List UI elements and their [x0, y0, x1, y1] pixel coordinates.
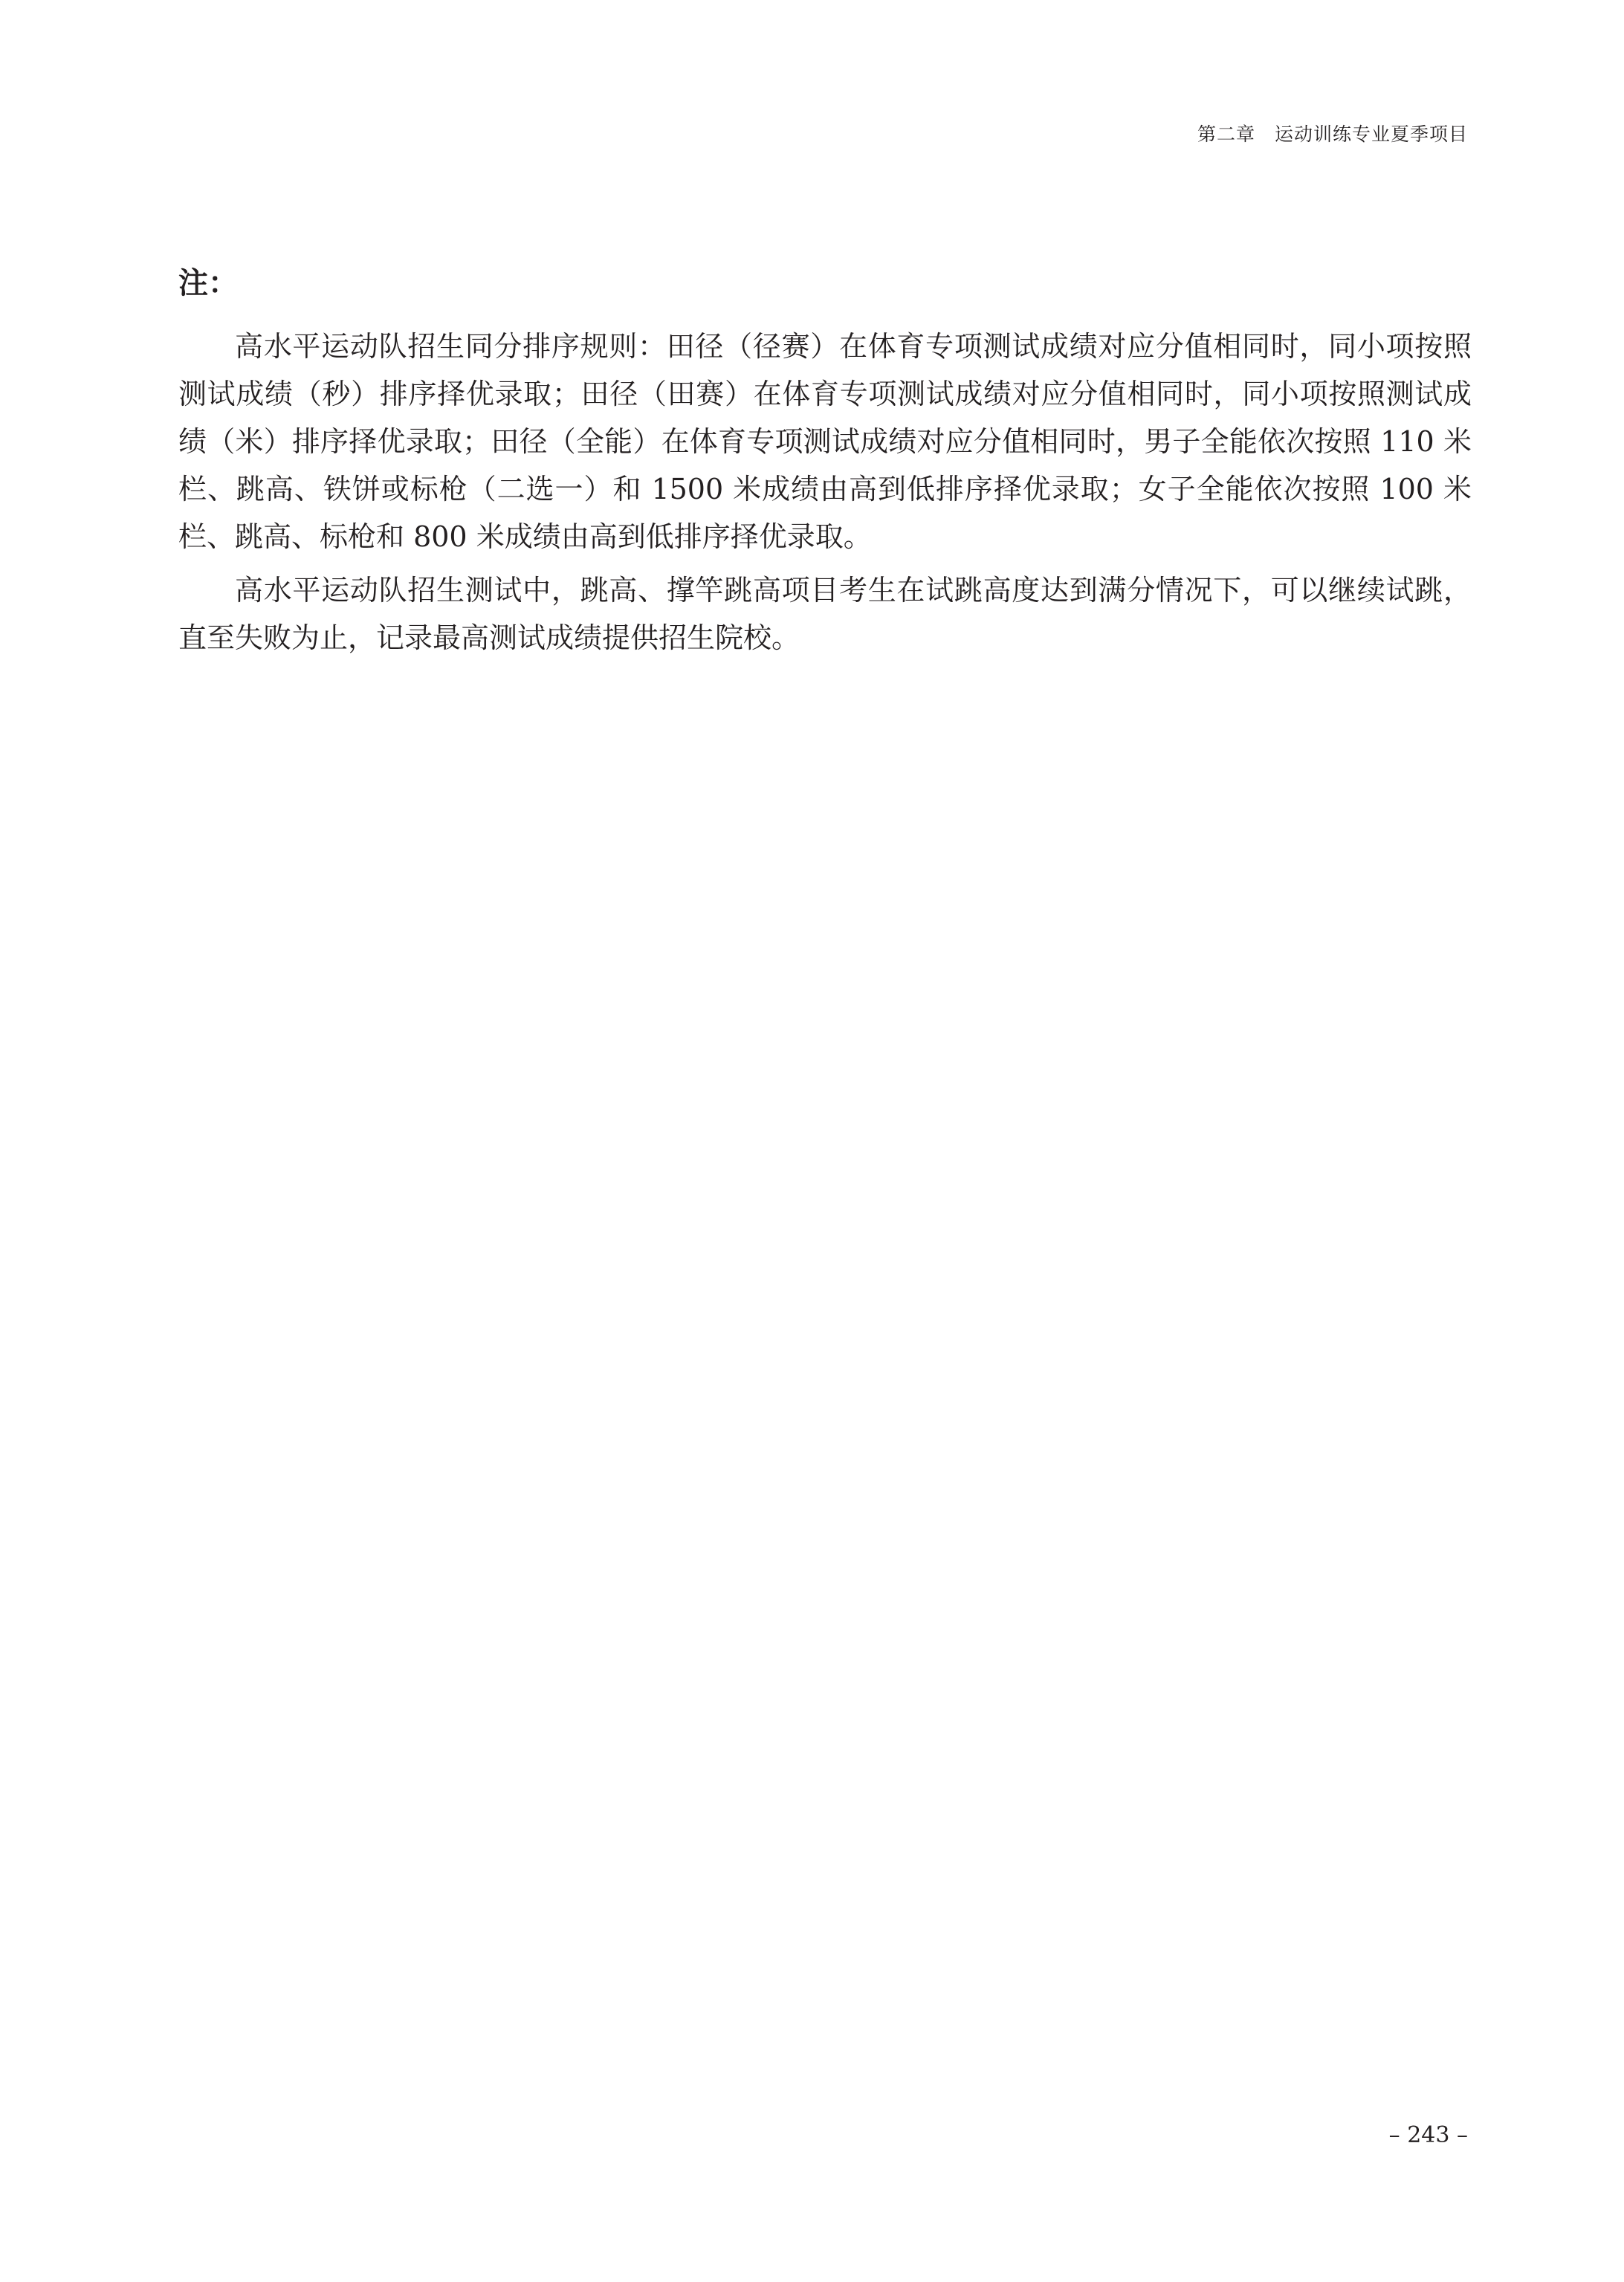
paragraph-high-jump-rule: 高水平运动队招生测试中，跳高、撑竿跳高项目考生在试跳高度达到满分情况下，可以继续试跳，直至失败为止，记录最高测试成绩提供招生院校。 [178, 574, 1472, 654]
running-header: 第二章 运动训练专业夏季项目 [1197, 123, 1468, 145]
paragraph-tiebreak-rules: 高水平运动队招生同分排序规则：田径（径赛）在体育专项测试成绩对应分值相同时，同小项按照测试成绩（秒）排序择优录取；田径（田赛）在体育专项测试成绩对应分值相同时，同小项按照测试成绩（米）排序择优录取；田径（全能）在体育专项测试成绩对应分值相同时，男子全能依次按照 110 米栏、跳高、铁饼或标枪（二选一）和 1500 米成绩由高到低排序择优录取；女子全能依次按照 100 米栏、跳高、标枪和 800 米成绩由高到低排序择优录取。 [178, 330, 1472, 553]
note-label: 注： [178, 265, 238, 300]
page-content [178, 260, 1472, 668]
page-number: – 243 – [1388, 2122, 1468, 2148]
